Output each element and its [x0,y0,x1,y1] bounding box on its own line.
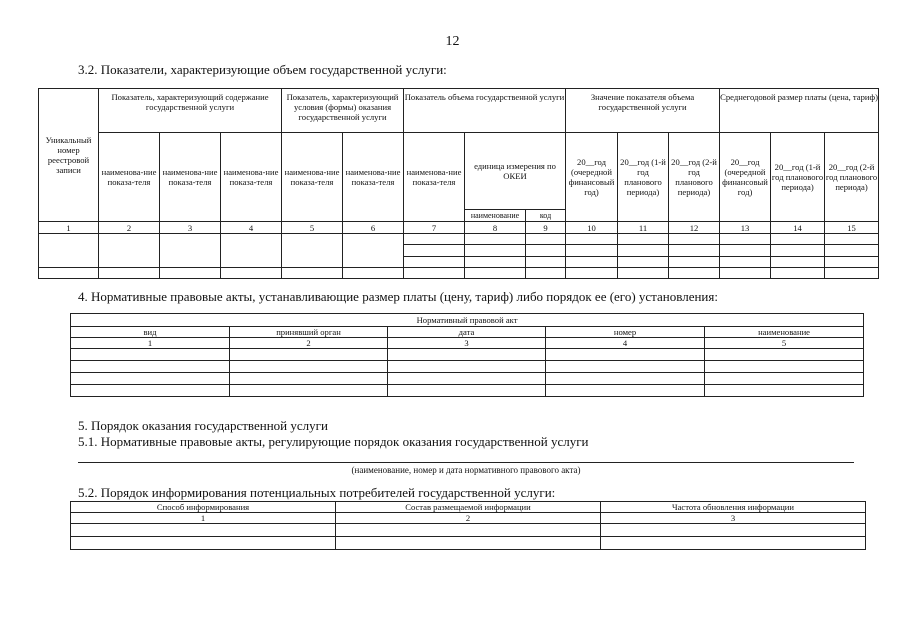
column-number-row [39,222,879,234]
legal-act-title: Нормативный правовой акт [71,314,864,327]
header-unit-name: наименование [465,210,526,222]
col-number: 3 [160,222,221,234]
group-average-fee: Среднегодовой размер платы (цена, тариф) [720,89,879,133]
header-info-frequency: Частота обновления информации [601,502,866,513]
col-number: 2 [336,513,601,524]
header-indicator-name: наименова-ние показа-теля [404,133,465,222]
header-indicator-name: наименова-ние показа-теля [343,133,404,222]
col-unique-record-number: Уникальный номер реестровой записи [39,89,99,222]
col-number: 6 [343,222,404,234]
col-number: 5 [282,222,343,234]
col-number: 1 [71,513,336,524]
group-volume-value: Значение показателя объема государственной услуги [566,89,720,133]
col-number: 2 [230,338,388,349]
table-row [71,385,864,397]
header-date: дата [388,327,546,338]
group-volume-indicator: Показатель объема государственной услуги [404,89,566,133]
header-issuing-body: принявший орган [230,327,388,338]
col-number: 11 [618,222,669,234]
header-year-plan-2: 20__год (2-й год планового периода) [669,133,720,222]
header-unit-code: код [526,210,566,222]
col-number: 14 [771,222,825,234]
table-row [71,373,864,385]
col-number: 9 [526,222,566,234]
column-number-row [71,338,864,349]
table-row [39,268,879,279]
volume-indicators-table [38,88,879,279]
header-fee-current: 20__год (очередной финансовый год) [720,133,771,222]
group-conditions-indicator: Показатель, характеризующий условия (формы) оказания государственной услуги [282,89,404,133]
page-number: 12 [445,34,460,49]
col-number: 7 [404,222,465,234]
header-indicator-name: наименова-ние показа-теля [99,133,160,222]
header-unit-okei: единица измерения по ОКЕИ [465,133,566,210]
header-number: номер [546,327,705,338]
section-3-2-heading: 3.2. Показатели, характеризующие объем государственной услуги: [78,62,447,77]
col-number: 15 [825,222,879,234]
legal-act-caption: (наименование, номер и дата нормативного правового акта) [351,465,581,475]
col-number: 12 [669,222,720,234]
table-row [71,349,864,361]
col-number: 13 [720,222,771,234]
section-4-heading: 4. Нормативные правовые акты, устанавливающие размер платы (цену, тариф) либо порядок ее (его) установления: [78,289,718,304]
header-indicator-name: наименова-ние показа-теля [221,133,282,222]
header-name: наименование [705,327,864,338]
col-number: 5 [705,338,864,349]
header-indicator-name: наименова-ние показа-теля [282,133,343,222]
information-procedure-table [70,501,866,550]
section-5-2-heading: 5.2. Порядок информирования потенциальных потребителей государственной услуги: [78,485,556,500]
header-year-plan-1: 20__год (1-й год планового периода) [618,133,669,222]
header-info-method: Способ информирования [71,502,336,513]
col-number: 4 [221,222,282,234]
group-content-indicator: Показатель, характеризующий содержание государственной услуги [99,89,282,133]
col-number: 3 [601,513,866,524]
col-number: 10 [566,222,618,234]
header-fee-plan-1: 20__год (1-й год планового периода) [771,133,825,222]
section-5-1-heading: 5.1. Нормативные правовые акты, регулирующие порядок оказания государственной услуги [78,434,589,449]
col-number: 4 [546,338,705,349]
table-row [71,537,866,550]
header-fee-plan-2: 20__год (2-й год планового периода) [825,133,879,222]
col-number: 3 [388,338,546,349]
signature-line [78,462,854,463]
col-number: 1 [39,222,99,234]
table-row [71,361,864,373]
legal-acts-fee-table [70,313,864,397]
header-type: вид [71,327,230,338]
col-number: 1 [71,338,230,349]
table-row [71,524,866,537]
header-year-current: 20__год (очередной финансовый год) [566,133,618,222]
header-indicator-name: наименова-ние показа-теля [160,133,221,222]
header-info-content: Состав размещаемой информации [336,502,601,513]
col-number: 2 [99,222,160,234]
column-number-row [71,513,866,524]
table-row [39,234,879,245]
section-5-heading: 5. Порядок оказания государственной услуги [78,418,328,433]
col-number: 8 [465,222,526,234]
